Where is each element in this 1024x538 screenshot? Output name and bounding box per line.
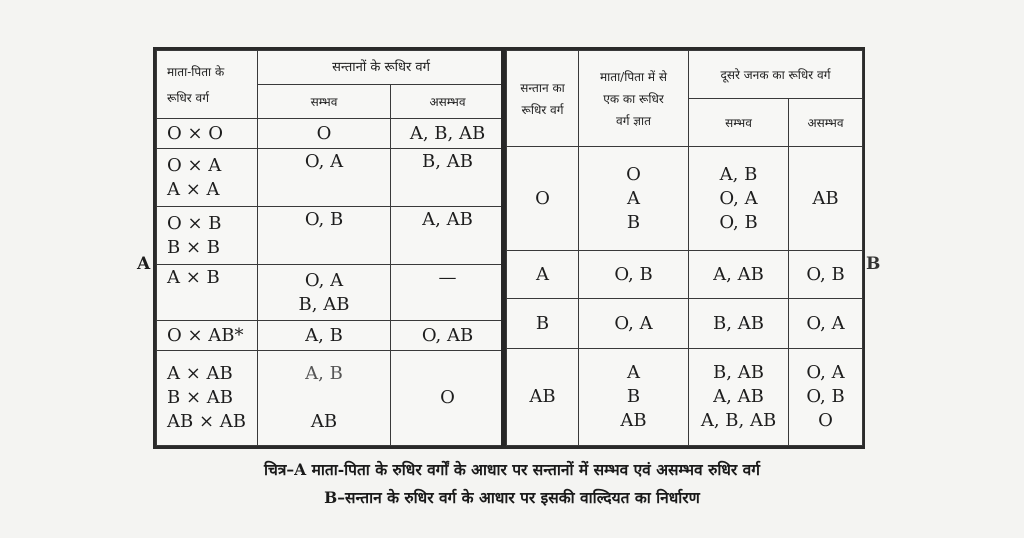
child-cell: O [507,147,579,251]
child-cell: A [507,251,579,299]
possible-cell: B, AB A, AB A, B, AB [689,349,789,446]
impossible-cell: O, AB [391,321,505,351]
parents-cell: O × AB* [157,321,258,351]
parents-cell: A × B [157,265,258,321]
impossible-cell: A, B, AB [391,119,505,149]
table-row [157,119,505,149]
header-children-blood-group: सन्तानों के रूधिर वर्ग [258,51,505,85]
known-cell: A B AB [579,349,689,446]
possible-cell: A, AB [689,251,789,299]
possible-cell: O, B [258,207,391,265]
header-known-parent: माता/पिता में से एक का रूधिर वर्ग ज्ञात [579,51,689,147]
header-parents: माता-पिता के रूधिर वर्ग [157,51,258,119]
parents-cell: O × B B × B [157,207,258,265]
parents-cell: O × O [157,119,258,149]
table-row [157,351,505,446]
side-label-a: A [137,254,151,274]
impossible-cell: O [391,351,505,446]
impossible-cell: O, A [789,299,863,349]
table-row [157,265,505,321]
possible-cell: A, B O, A O, B [689,147,789,251]
impossible-cell: AB [789,147,863,251]
table-row [157,321,505,351]
blood-group-figure [153,47,865,449]
known-cell: O A B [579,147,689,251]
possible-cell: O, A B, AB [258,265,391,321]
table-row [507,147,863,251]
child-cell: B [507,299,579,349]
possible-cell: O [258,119,391,149]
header-impossible: असम्भव [789,99,863,147]
table-b-child-parentage [506,50,863,446]
parents-cell: A × AB B × AB AB × AB [157,351,258,446]
table-row [507,349,863,446]
caption-line-1: चित्र–A माता-पिता के रुधिर वर्गों के आधार पर सन्तानों में सम्भव एवं असम्भव रुधिर वर्ग [264,460,760,479]
parents-cell: O × A A × A [157,149,258,207]
header-child-blood-group: सन्तान का रूधिर वर्ग [507,51,579,147]
table-row [157,207,505,265]
impossible-cell: — [391,265,505,321]
possible-cell: A, B AB [258,351,391,446]
table-row [507,251,863,299]
possible-cell: B, AB [689,299,789,349]
header-impossible: असम्भव [391,85,505,119]
impossible-cell: O, B [789,251,863,299]
impossible-cell: O, A O, B O [789,349,863,446]
possible-cell: A, B [258,321,391,351]
table-row [507,299,863,349]
table-row [157,149,505,207]
header-possible: सम्भव [689,99,789,147]
header-other-parent: दूसरे जनक का रूधिर वर्ग [689,51,863,99]
table-a-parents-children [156,50,505,446]
side-label-b: B [866,254,881,274]
impossible-cell: A, AB [391,207,505,265]
known-cell: O, A [579,299,689,349]
impossible-cell: B, AB [391,149,505,207]
header-possible: सम्भव [258,85,391,119]
known-cell: O, B [579,251,689,299]
caption-line-2: B–सन्तान के रुधिर वर्ग के आधार पर इसकी वाल्दियत का निर्धारण [324,488,700,507]
child-cell: AB [507,349,579,446]
possible-cell: O, A [258,149,391,207]
